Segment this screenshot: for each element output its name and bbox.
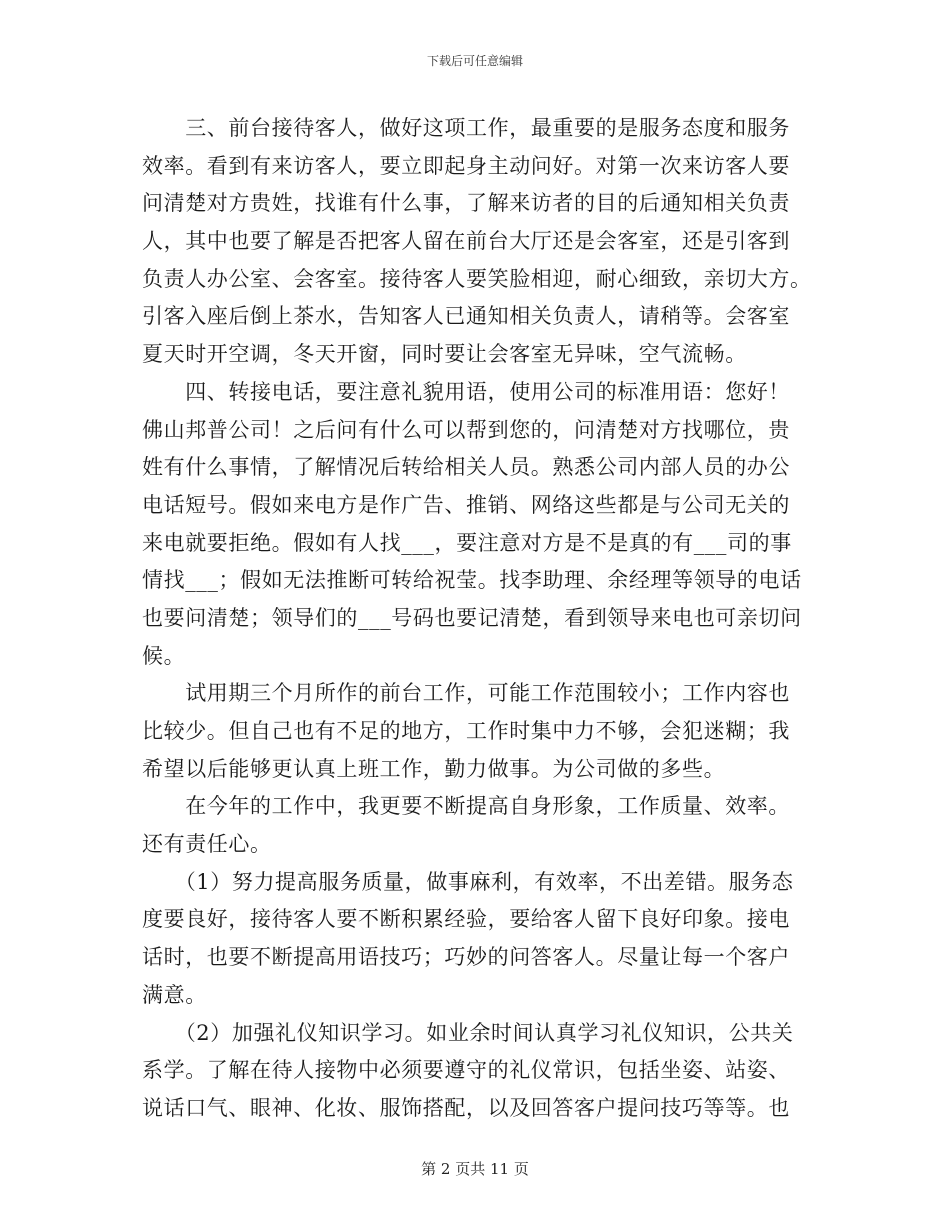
text-line: （2）加强礼仪知识学习。如业余时间认真学习礼仪知识，公共关 xyxy=(142,1020,794,1045)
text-line: 情找___；假如无法推断可转给祝莹。找李助理、余经理等领导的电话 xyxy=(142,568,802,593)
text-line: 满意。 xyxy=(142,982,207,1007)
text-line: 四、转接电话，要注意礼貌用语，使用公司的标准用语：您好！ xyxy=(142,379,790,404)
text-line: 引客入座后倒上茶水，告知客人已通知相关负责人，请稍等。会客室 xyxy=(142,304,790,329)
text-line: 希望以后能够更认真上班工作，勤力做事。为公司做的多些。 xyxy=(142,756,726,781)
text-line: 也要问清楚；领导们的___号码也要记清楚，看到领导来电也可亲切问 xyxy=(142,605,802,630)
text-line: 试用期三个月所作的前台工作，可能工作范围较小；工作内容也 xyxy=(142,681,790,706)
text-line: 在今年的工作中，我更要不断提高自身形象，工作质量、效率。 xyxy=(142,794,790,819)
text-line: 来电就要拒绝。假如有人找___，要注意对方是不是真的有___司的事 xyxy=(142,530,792,555)
text-line: 夏天时开空调，冬天开窗，同时要让会客室无异味，空气流畅。 xyxy=(142,342,747,367)
text-line: 比较少。但自己也有不足的地方，工作时集中力不够，会犯迷糊；我 xyxy=(142,719,790,743)
page-number: 第 2 页共 11 页 xyxy=(421,1160,529,1178)
text-line: 问清楚对方贵姓，找谁有什么事，了解来访者的目的后通知相关负责 xyxy=(142,191,790,216)
text-line: 佛山邦普公司！之后问有什么可以帮到您的，问清楚对方找哪位，贵 xyxy=(142,417,790,442)
text-line: 说话口气、眼神、化妆、服饰搭配，以及回答客户提问技巧等等。也 xyxy=(142,1095,790,1120)
text-line: 电话短号。假如来电方是作广告、推销、网络这些都是与公司无关的 xyxy=(142,492,790,517)
text-line: 系学。了解在待人接物中必须要遵守的礼仪常识，包括坐姿、站姿、 xyxy=(142,1058,790,1083)
text-line: 候。 xyxy=(142,643,186,668)
document-body xyxy=(142,110,812,1128)
page-header-note: 下载后可任意编辑 xyxy=(426,54,523,68)
text-line: 度要良好，接待客人要不断积累经验，要给客人留下良好印象。接电 xyxy=(142,907,790,932)
text-line: （1）努力提高服务质量，做事麻利，有效率，不出差错。服务态 xyxy=(142,869,794,894)
text-line: 人，其中也要了解是否把客人留在前台大厅还是会客室，还是引客到 xyxy=(142,229,790,254)
text-line: 还有责任心。 xyxy=(142,832,272,857)
text-line: 姓有什么事情，了解情况后转给相关人员。熟悉公司内部人员的办公 xyxy=(142,455,790,480)
text-line: 话时，也要不断提高用语技巧；巧妙的问答客人。尽量让每一个客户 xyxy=(142,945,790,970)
text-line: 三、前台接待客人，做好这项工作，最重要的是服务态度和服务 xyxy=(142,116,790,140)
text-line: 效率。看到有来访客人，要立即起身主动问好。对第一次来访客人要 xyxy=(142,153,790,178)
text-line: 负责人办公室、会客室。接待客人要笑脸相迎，耐心细致，亲切大方。 xyxy=(142,266,812,291)
